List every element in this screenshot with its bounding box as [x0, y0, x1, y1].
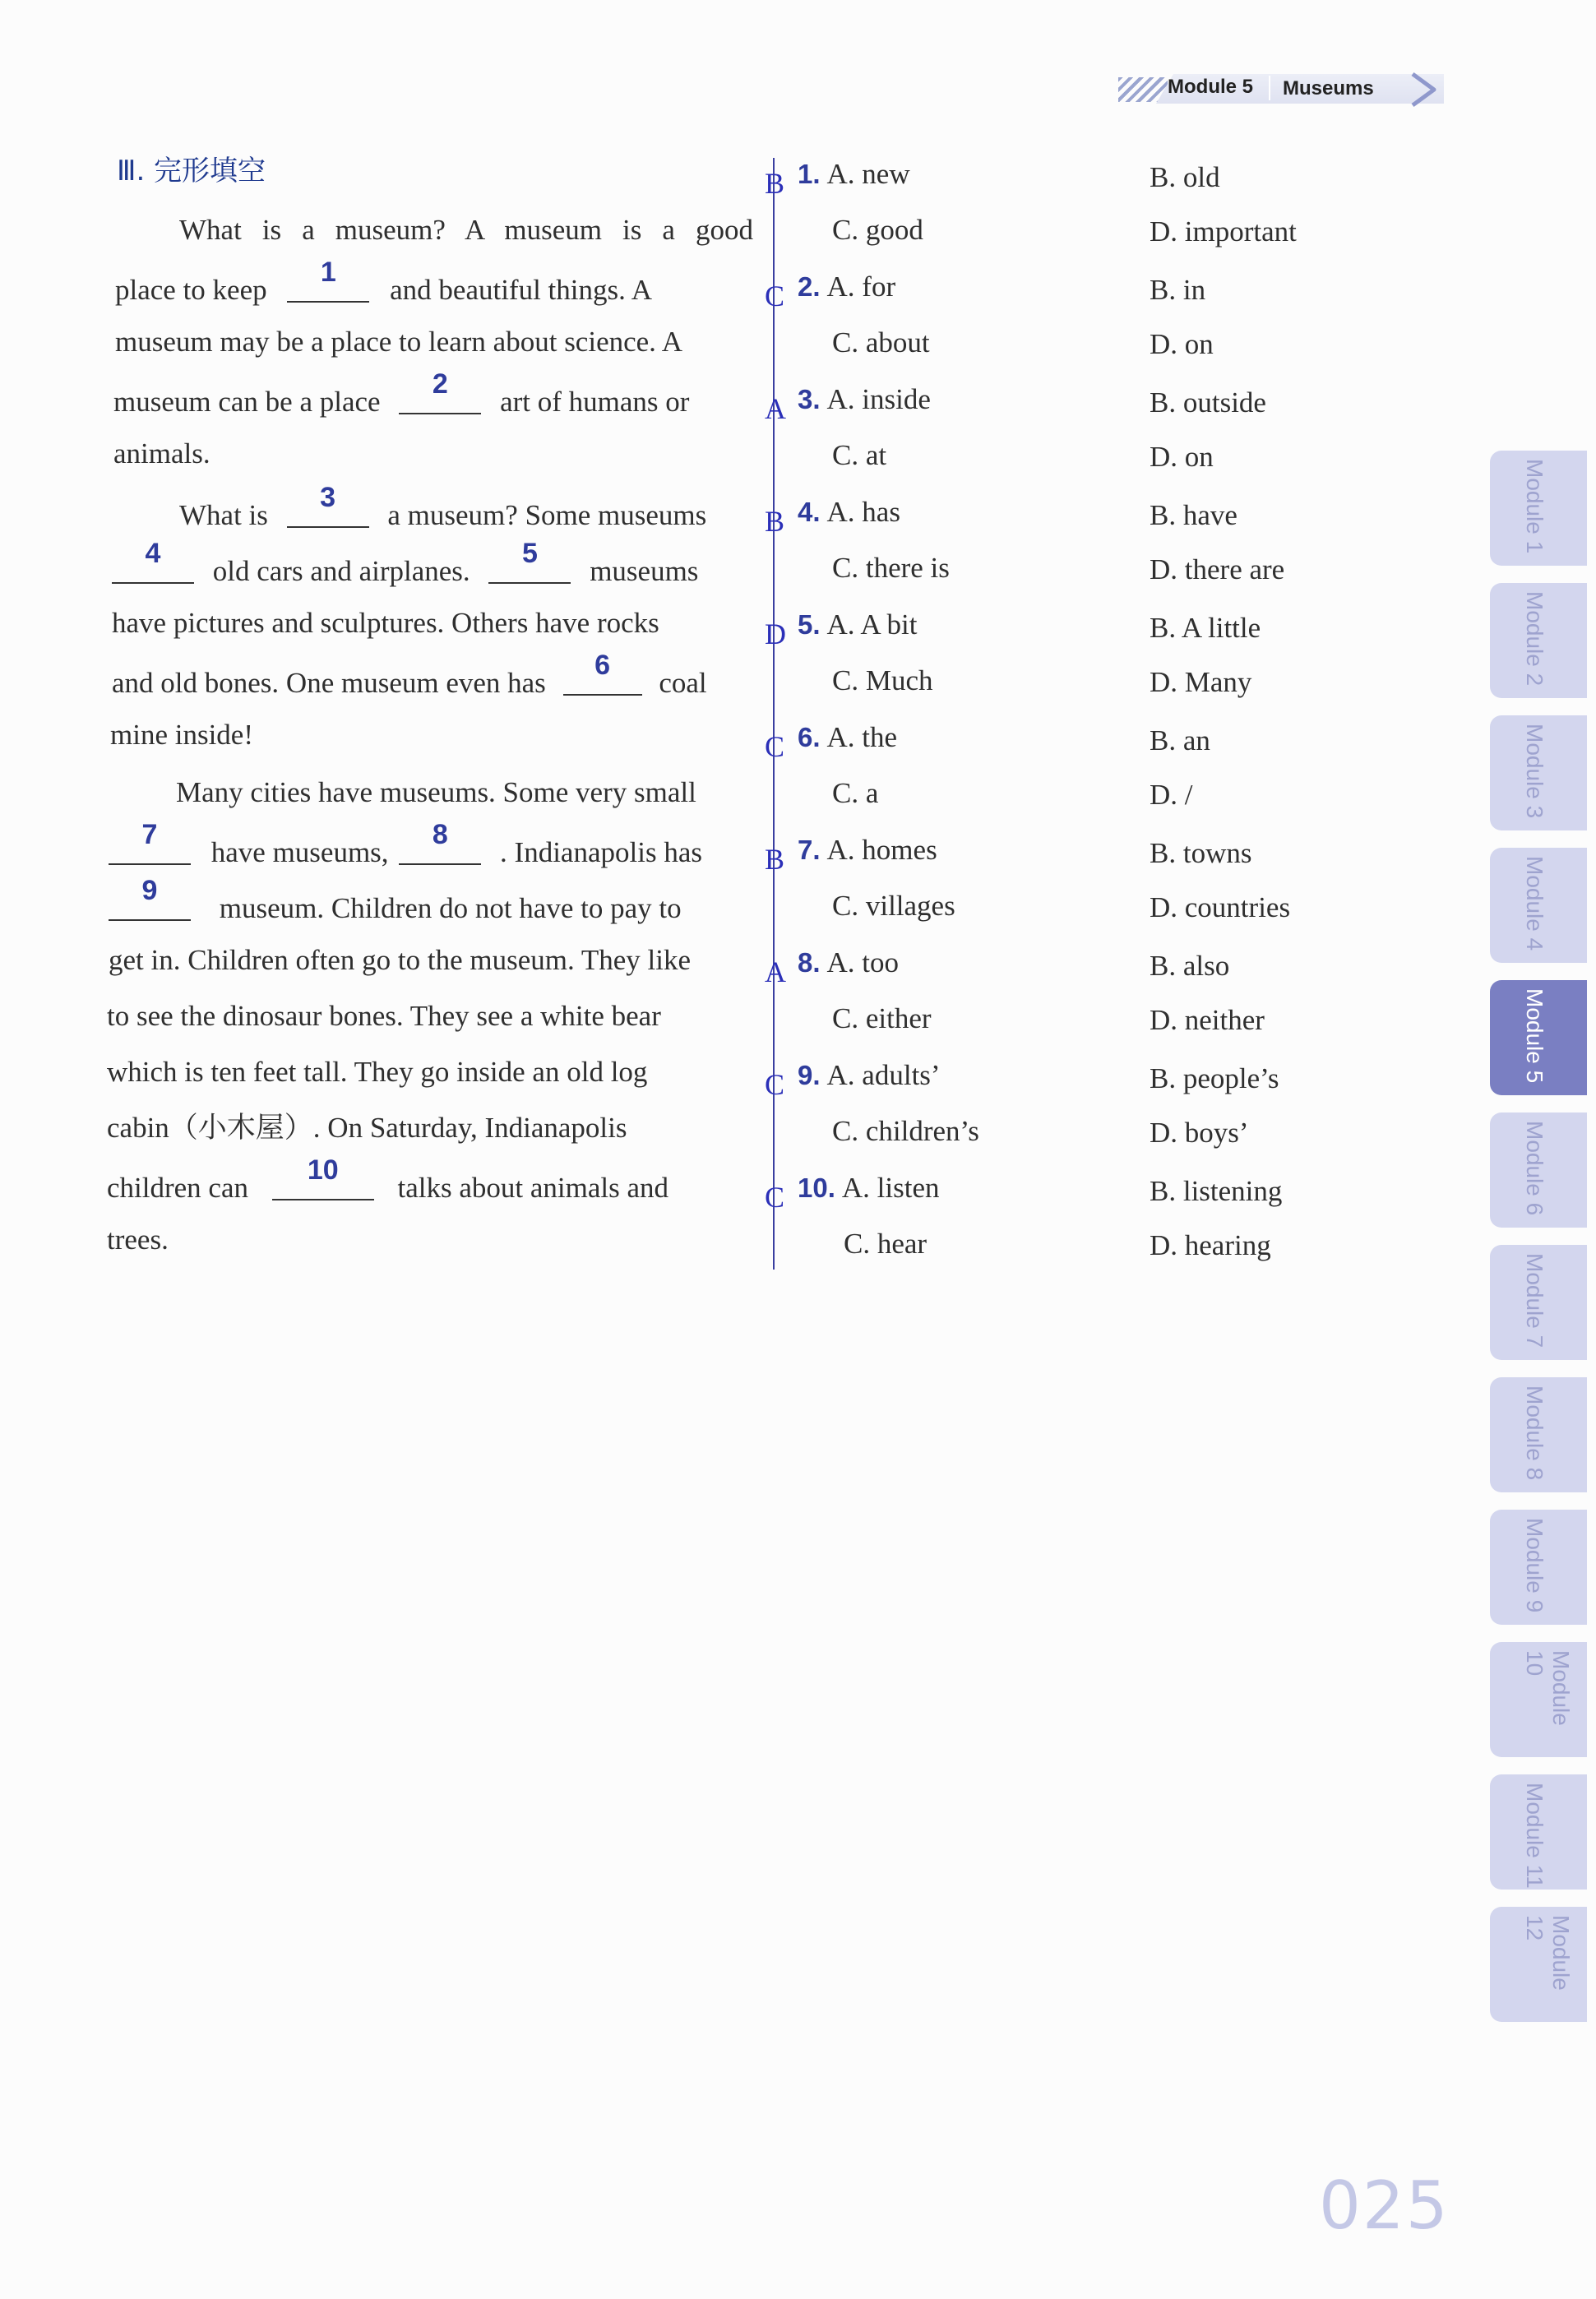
passage-line	[179, 482, 707, 531]
option-d: D. on	[1150, 328, 1214, 360]
passage-text: which is ten feet tall. They go inside an old log	[107, 1056, 648, 1088]
option-a	[798, 1172, 939, 1205]
blank-3	[287, 482, 369, 528]
blank-number: 4	[145, 538, 161, 569]
handwritten-answer: C	[765, 1068, 785, 1101]
question-number: 4.	[798, 497, 821, 527]
passage-text: museum may be a place to learn about science. A	[115, 326, 683, 358]
tab-module-4[interactable]	[1490, 848, 1587, 963]
option-a-text: A. A bit	[826, 608, 918, 641]
tab-label: Module 1	[1522, 459, 1547, 554]
option-b: B. outside	[1150, 386, 1266, 419]
option-c: C. about	[832, 326, 930, 358]
option-a	[798, 271, 895, 303]
handwritten-answer: B	[765, 505, 785, 538]
tab-module-7[interactable]	[1490, 1245, 1587, 1360]
blank-10	[272, 1154, 374, 1200]
option-a-text: A. listen	[841, 1172, 940, 1204]
handwritten-answer: A	[765, 392, 786, 425]
passage-text: to see the dinosaur bones. They see a white bear	[107, 1000, 661, 1032]
blank-7	[109, 819, 191, 865]
blank-4	[112, 538, 194, 584]
option-a-text: A. has	[826, 496, 900, 528]
tab-label: Module 8	[1522, 1385, 1547, 1481]
passage-text: What is a museum? A museum is a good	[179, 214, 753, 246]
option-a	[798, 158, 910, 191]
handwritten-answer: C	[765, 730, 785, 763]
handwritten-answer: B	[765, 167, 785, 200]
tab-label: Module 7	[1522, 1253, 1547, 1348]
tab-module-11[interactable]	[1490, 1774, 1587, 1890]
option-d: D. Many	[1150, 666, 1252, 698]
blank-9	[109, 875, 191, 921]
passage-text: children can	[107, 1172, 248, 1204]
passage-line	[107, 1057, 647, 1086]
blank-number: 5	[521, 538, 538, 569]
tab-module-12[interactable]	[1490, 1907, 1587, 2022]
passage-line	[179, 215, 753, 244]
passage-text: and old bones. One museum even has	[112, 667, 546, 699]
passage-text: museum. Children do not have to pay to	[219, 892, 682, 924]
blank-number: 9	[141, 875, 158, 906]
blank-number: 7	[141, 819, 158, 850]
tab-label: Module 10	[1522, 1650, 1574, 1726]
option-d: D. there are	[1150, 553, 1285, 585]
option-a-text: A. adults’	[826, 1059, 941, 1091]
tab-label: Module 4	[1522, 856, 1547, 951]
handwritten-answer: B	[765, 843, 785, 876]
passage-line	[115, 327, 682, 356]
passage-line	[115, 257, 652, 306]
question-number: 3.	[798, 384, 821, 414]
passage-text: have pictures and sculptures. Others have rocks	[112, 607, 659, 639]
option-c: C. villages	[832, 890, 955, 922]
passage-line	[109, 946, 691, 974]
column-divider	[773, 158, 775, 1270]
passage-text: coal	[659, 667, 707, 699]
question-number: 2.	[798, 271, 821, 302]
passage-text: get in. Children often go to the museum. They like	[109, 944, 691, 976]
tab-module-5[interactable]	[1490, 980, 1587, 1095]
option-b: B. have	[1150, 499, 1237, 531]
option-d: D. /	[1150, 779, 1193, 811]
module-label: Module 5	[1168, 76, 1254, 98]
tab-module-8[interactable]	[1490, 1377, 1587, 1492]
option-c: C. hear	[844, 1228, 928, 1260]
option-c: C. there is	[832, 552, 950, 584]
tab-label: Module 5	[1522, 988, 1547, 1084]
tab-module-9[interactable]	[1490, 1510, 1587, 1625]
passage-text: have museums,	[210, 836, 389, 868]
question-number: 9.	[798, 1060, 821, 1090]
option-d: D. countries	[1150, 891, 1291, 923]
question-number: 7.	[798, 835, 821, 865]
passage-text: What is	[179, 499, 268, 531]
passage-text: cabin（小木屋）. On Saturday, Indianapolis	[107, 1112, 627, 1144]
option-b: B. A little	[1150, 612, 1261, 644]
passage-text: . Indianapolis has	[500, 836, 702, 868]
passage-line	[110, 720, 253, 749]
option-b: B. towns	[1150, 837, 1252, 869]
option-a	[798, 834, 937, 867]
tab-module-10[interactable]	[1490, 1642, 1587, 1757]
option-a-text: A. homes	[826, 834, 937, 866]
passage-text: art of humans or	[500, 386, 690, 418]
question-number: 6.	[798, 722, 821, 752]
blank-number: 6	[594, 650, 611, 681]
section-title: Ⅲ. 完形填空	[117, 155, 266, 187]
question-number: 10.	[798, 1173, 835, 1203]
blank-number: 8	[432, 819, 448, 850]
option-a-text: A. the	[826, 721, 898, 753]
option-a	[798, 721, 897, 754]
option-a-text: A. too	[826, 946, 900, 978]
header-separator	[1269, 76, 1270, 100]
passage-text: a museum? Some museums	[387, 499, 707, 531]
blank-5	[488, 538, 571, 584]
passage-line	[109, 819, 702, 868]
option-a	[798, 608, 917, 641]
blank-6	[563, 650, 642, 696]
option-b: B. people’s	[1150, 1062, 1279, 1094]
passage-text: museum can be a place	[113, 386, 381, 418]
passage-line	[109, 875, 682, 924]
passage-text: old cars and airplanes.	[212, 555, 470, 587]
blank-number: 3	[320, 482, 336, 513]
option-a-text: A. inside	[826, 383, 931, 415]
chevron-right-icon	[1408, 69, 1441, 110]
tab-label: Module 3	[1522, 724, 1547, 819]
option-d: D. neither	[1150, 1004, 1265, 1036]
option-a-text: A. new	[826, 158, 910, 190]
tab-label: Module 11	[1522, 1783, 1547, 1889]
option-b: B. old	[1150, 161, 1220, 193]
handwritten-answer: A	[765, 955, 786, 988]
passage-line	[112, 538, 699, 587]
handwritten-answer: C	[765, 280, 785, 312]
passage-text: trees.	[107, 1224, 169, 1256]
passage-text: Many cities have museums. Some very small	[176, 776, 696, 808]
tab-label: Module 9	[1522, 1518, 1547, 1613]
tab-label: Module 2	[1522, 591, 1547, 687]
option-d: D. on	[1150, 441, 1214, 473]
passage-line	[113, 439, 210, 468]
option-c: C. a	[832, 777, 879, 809]
option-b: B. also	[1150, 950, 1230, 982]
question-number: 1.	[798, 159, 821, 189]
tab-label: Module 6	[1522, 1121, 1547, 1216]
passage-text: and beautiful things. A	[390, 274, 652, 306]
question-number: 8.	[798, 947, 821, 978]
option-b: B. in	[1150, 274, 1206, 306]
question-number: 5.	[798, 609, 821, 640]
passage-text: mine inside!	[110, 719, 253, 751]
option-a	[798, 1059, 941, 1092]
handwritten-answer: C	[765, 1181, 785, 1214]
passage-line	[113, 368, 690, 418]
blank-8	[399, 819, 481, 865]
option-b: B. an	[1150, 724, 1210, 756]
passage-line	[107, 1225, 169, 1254]
option-a-text: A. for	[826, 271, 896, 303]
passage-line	[107, 1154, 669, 1204]
passage-text: animals.	[113, 437, 210, 470]
module-title: Museums	[1283, 77, 1374, 99]
option-d: D. boys’	[1150, 1117, 1249, 1149]
tab-module-3[interactable]	[1490, 715, 1587, 830]
page-number: 025	[1319, 2167, 1450, 2244]
page-header	[1118, 69, 1455, 110]
option-d: D. hearing	[1150, 1229, 1271, 1261]
tab-module-1[interactable]	[1490, 451, 1587, 566]
passage-line	[107, 1001, 661, 1030]
option-a	[798, 946, 899, 979]
option-b: B. listening	[1150, 1175, 1283, 1207]
passage-line	[112, 650, 707, 699]
option-c: C. at	[832, 439, 887, 471]
option-a	[798, 496, 900, 529]
blank-number: 2	[432, 368, 448, 400]
option-d: D. important	[1150, 215, 1297, 247]
option-c: C. children’s	[832, 1115, 979, 1147]
handwritten-answer: D	[765, 618, 786, 650]
passage-text: museums	[590, 555, 699, 587]
passage-line	[112, 608, 659, 637]
tab-module-2[interactable]	[1490, 583, 1587, 698]
blank-1	[287, 257, 369, 303]
passage-text: place to keep	[115, 274, 267, 306]
option-a	[798, 383, 931, 416]
blank-2	[399, 368, 481, 414]
tab-label: Module 12	[1522, 1915, 1574, 1991]
blank-number: 1	[320, 257, 336, 288]
option-c: C. good	[832, 214, 923, 246]
option-c: C. Much	[832, 664, 933, 696]
tab-module-6[interactable]	[1490, 1112, 1587, 1228]
passage-text: talks about animals and	[397, 1172, 669, 1204]
passage-line	[107, 1113, 627, 1142]
passage-line	[176, 778, 696, 807]
option-c: C. either	[832, 1002, 932, 1034]
blank-number: 10	[307, 1154, 339, 1186]
